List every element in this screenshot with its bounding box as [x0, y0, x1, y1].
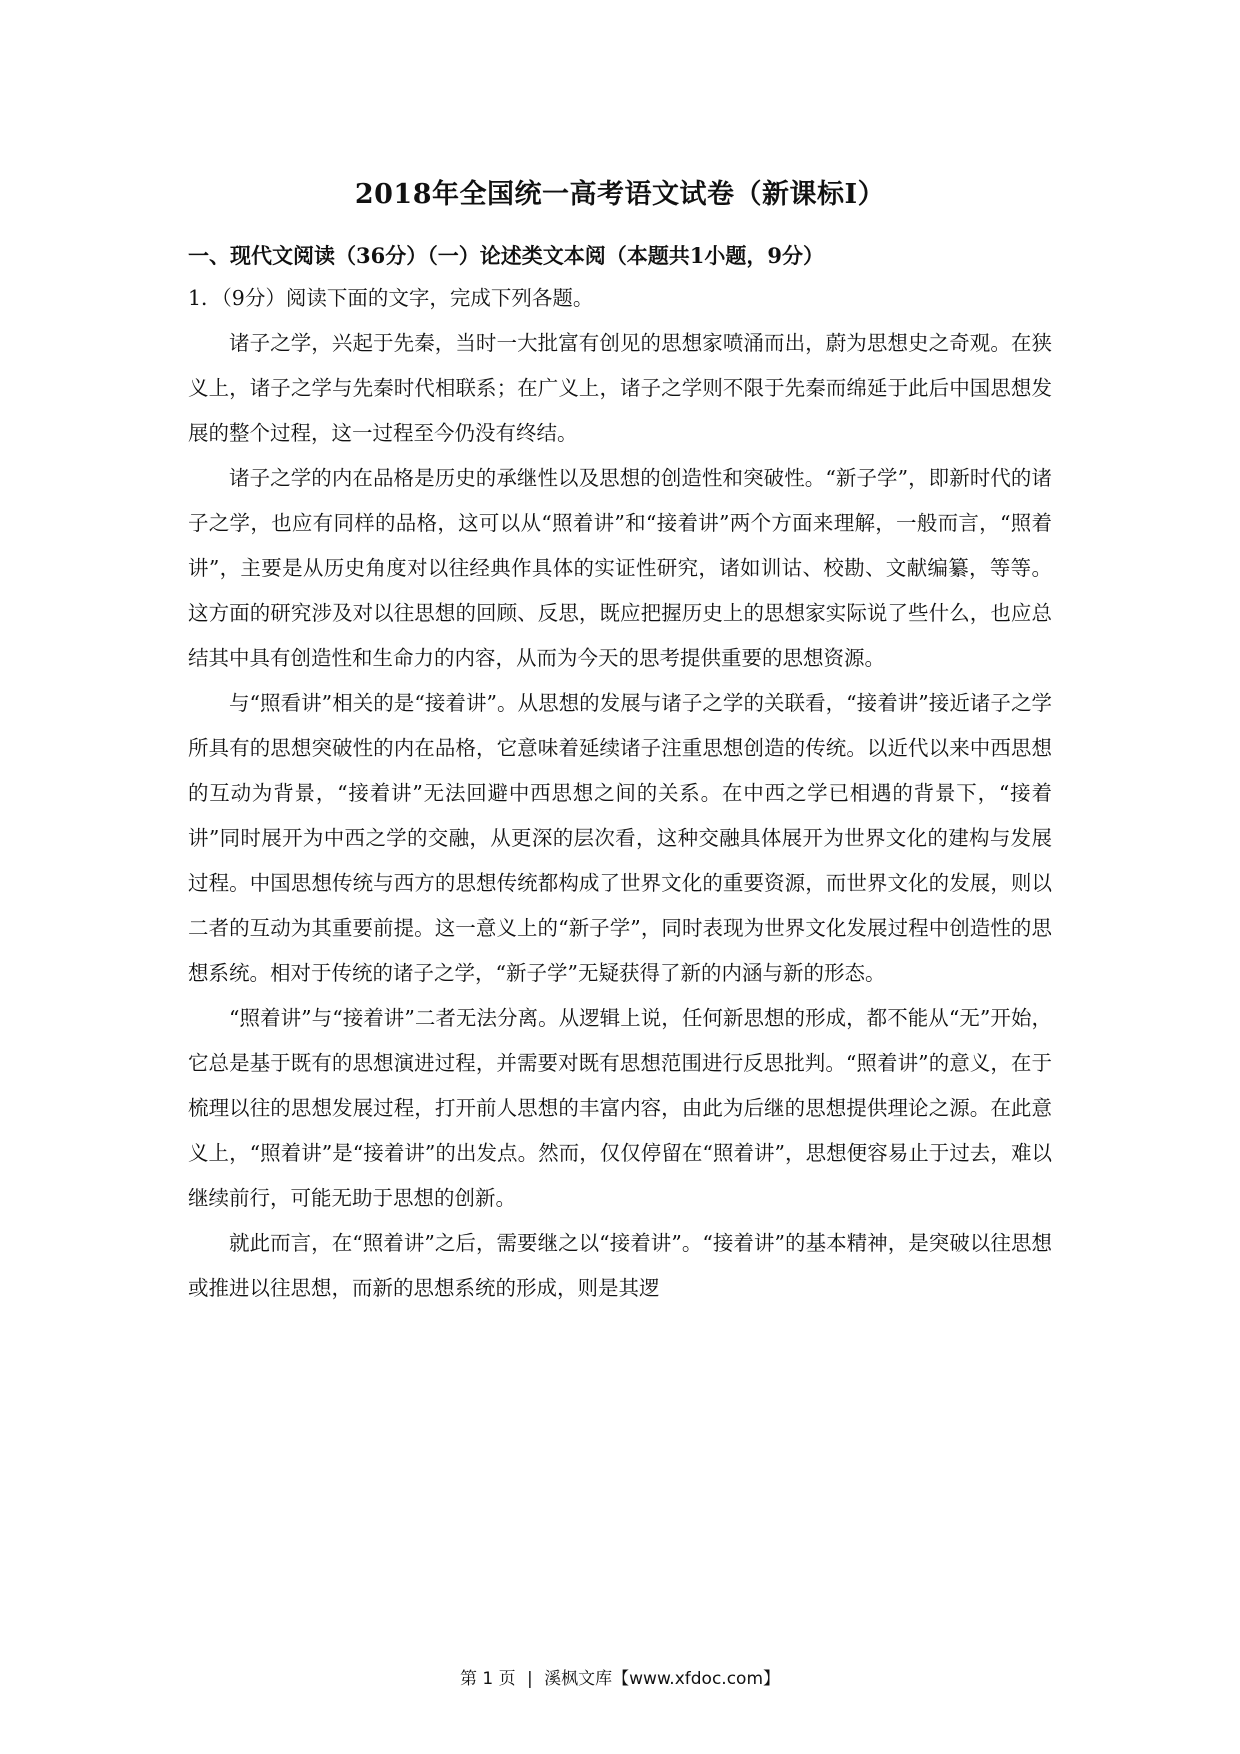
- page-title: 2018年全国统一高考语文试卷（新课标Ⅰ）: [354, 179, 886, 210]
- paragraph-5: 就此而言，在“照着讲”之后，需要继之以“接着讲”。“接着讲”的基本精神，是突破以往思想或推进以往思想，而新的思想系统的形成，则是其逻: [188, 1231, 1052, 1300]
- passage-body: [188, 321, 1052, 1311]
- question-intro: 1．（9分）阅读下面的文字，完成下列各题。: [188, 286, 594, 310]
- page-number: 第 1 页: [459, 1669, 516, 1689]
- page-footer: [0, 1667, 1240, 1691]
- page-content: [188, 175, 1052, 1311]
- paragraph-2: 诸子之学的内在品格是历史的承继性以及思想的创造性和突破性。“新子学”，即新时代的诸子之学，也应有同样的品格，这可以从“照着讲”和“接着讲”两个方面来理解，一般而言，“照着讲”，主要是从历史角度对以往经典作具体的实证性研究，诸如训诂、校勘、文献编纂，等等。这方面的研究涉及对以往思想的回顾、反思，既应把握历史上的思想家实际说了些什么，也应总结其中具有创造性和生命力的内容，从而为今天的思考提供重要的思想资源。: [188, 466, 1052, 670]
- footer-separator: |: [527, 1669, 533, 1689]
- section-heading: 一、现代文阅读（36分）（一）论述类文本阅（本题共1小题，9分）: [188, 243, 824, 268]
- paragraph-4: “照着讲”与“接着讲”二者无法分离。从逻辑上说，任何新思想的形成，都不能从“无”开始，它总是基于既有的思想演进过程，并需要对既有思想范围进行反思批判。“照着讲”的意义，在于梳理以往的思想发展过程，打开前人思想的丰富内容，由此为后继的思想提供理论之源。在此意义上，“照着讲”是“接着讲”的出发点。然而，仅仅停留在“照着讲”，思想便容易止于过去，难以继续前行，可能无助于思想的创新。: [188, 1006, 1052, 1210]
- paragraph-1: 诸子之学，兴起于先秦，当时一大批富有创见的思想家喷涌而出，蔚为思想史之奇观。在狭义上，诸子之学与先秦时代相联系；在广义上，诸子之学则不限于先秦而绵延于此后中国思想发展的整个过程，这一过程至今仍没有终结。: [188, 331, 1052, 445]
- paragraph-3: 与“照看讲”相关的是“接着讲”。从思想的发展与诸子之学的关联看，“接着讲”接近诸子之学所具有的思想突破性的内在品格，它意味着延续诸子注重思想创造的传统。以近代以来中西思想的互动为背景，“接着讲”无法回避中西思想之间的关系。在中西之学已相遇的背景下，“接着讲”同时展开为中西之学的交融，从更深的层次看，这种交融具体展开为世界文化的建构与发展过程。中国思想传统与西方的思想传统都构成了世界文化的重要资源，而世界文化的发展，则以二者的互动为其重要前提。这一意义上的“新子学”，同时表现为世界文化发展过程中创造性的思想系统。相对于传统的诸子之学，“新子学”无疑获得了新的内涵与新的形态。: [188, 691, 1052, 985]
- footer-source: 溪枫文库【www.xfdoc.com】: [544, 1669, 781, 1689]
